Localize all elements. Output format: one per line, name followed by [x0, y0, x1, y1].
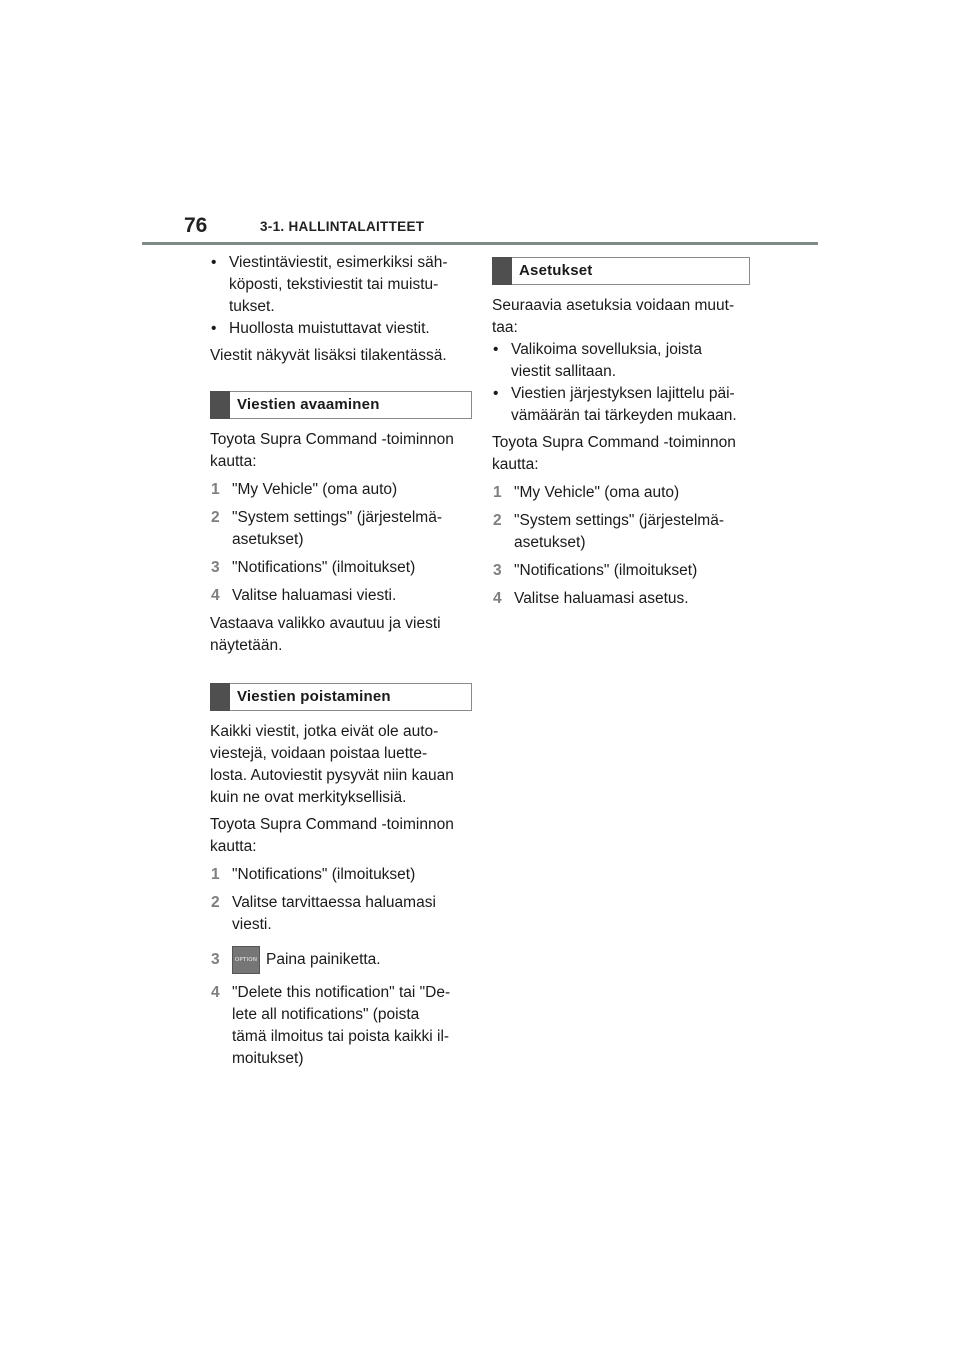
text-line: viestejä, voidaan poistaa luette-	[210, 745, 428, 762]
text-line: lete all notifications" (poista	[232, 1006, 420, 1024]
text-line: • Viestien järjestyksen lajittelu päi-	[511, 385, 735, 402]
heading-marker	[210, 391, 230, 419]
heading-marker	[492, 257, 512, 285]
text-line: "System settings" (järjestelmä-	[232, 509, 442, 526]
bullet-item	[210, 252, 472, 318]
text-line: Toyota Supra Command -toiminnon	[210, 816, 454, 833]
heading-title: Asetukset	[519, 262, 593, 279]
text-line: Toyota Supra Command -toiminnon	[210, 431, 454, 448]
text-line: näytetään.	[210, 637, 283, 654]
text-line: kautta:	[492, 456, 539, 473]
step-item	[492, 588, 750, 610]
step-number: 2	[211, 509, 220, 526]
section-header: 3-1. HALLINTALAITTEET	[260, 219, 425, 234]
step-item	[210, 864, 472, 886]
step-item	[492, 560, 750, 582]
text-line: vämäärän tai tärkeyden mukaan.	[511, 407, 737, 424]
text-line: Vastaava valikko avautuu ja viesti	[210, 615, 441, 632]
text-line: Valitse tarvittaessa haluamasi	[232, 894, 436, 911]
step-item	[492, 482, 750, 504]
text-line: "My Vehicle" (oma auto)	[232, 481, 398, 498]
intro-paragraph	[492, 432, 750, 476]
text-line: Valitse haluamasi asetus.	[514, 590, 689, 607]
text-line: losta. Autoviestit pysyvät niin kauan	[210, 767, 454, 784]
step-item	[210, 479, 472, 501]
step-number: 1	[211, 481, 220, 498]
text-line: moitukset)	[232, 1050, 304, 1068]
heading-title: Viestien poistaminen	[237, 688, 391, 705]
step-item	[210, 507, 472, 551]
step-item	[210, 557, 472, 579]
intro-paragraph	[210, 429, 472, 473]
text-line: • Valikoima sovelluksia, joista	[511, 341, 702, 358]
intro-paragraph	[210, 814, 472, 858]
text-line: Valitse haluamasi viesti.	[232, 587, 397, 604]
step-item	[492, 510, 750, 554]
text-line: taa:	[492, 319, 518, 336]
text-line: "System settings" (järjestelmä-	[514, 512, 724, 529]
step-number: 1	[493, 484, 502, 501]
text-line: Seuraavia asetuksia voidaan muut-	[492, 297, 735, 314]
page-number: 76	[184, 214, 208, 237]
bullet-item	[492, 339, 750, 383]
section-heading-opening	[210, 391, 472, 419]
step-item	[210, 982, 472, 1070]
text-line: köposti, tekstiviestit tai muistu-	[229, 276, 439, 293]
text-line: "Notifications" (ilmoitukset)	[232, 866, 416, 883]
status-field-note: Viestit näkyvät lisäksi tilakentässä.	[210, 347, 447, 364]
text-line: tämä ilmoitus tai poista kaikki il-	[232, 1028, 450, 1046]
bullet-item	[210, 318, 472, 340]
text-line: • Viestintäviestit, esimerkiksi säh-	[229, 254, 448, 271]
text-line: tukset.	[229, 298, 275, 315]
text-line: Kaikki viestit, jotka eivät ole auto-	[210, 723, 439, 740]
description-paragraph	[210, 721, 472, 809]
text-line: "Notifications" (ilmoitukset)	[232, 559, 416, 576]
text-line: kautta:	[210, 838, 257, 855]
heading-marker	[210, 683, 230, 711]
section-heading-settings	[492, 257, 750, 285]
step-number: 4	[493, 590, 502, 607]
text-line: asetukset)	[514, 534, 586, 551]
step-item	[210, 585, 472, 607]
text-line: Paina painiketta.	[266, 951, 381, 969]
step-number: 2	[493, 512, 502, 529]
step-number: 2	[211, 894, 220, 911]
text-line: viesti.	[232, 916, 272, 933]
result-paragraph	[210, 613, 472, 657]
step-number: 4	[211, 984, 220, 1002]
step-item	[210, 946, 472, 974]
text-line: "My Vehicle" (oma auto)	[514, 484, 680, 501]
text-line: "Notifications" (ilmoitukset)	[514, 562, 698, 579]
text-line: kautta:	[210, 453, 257, 470]
option-button-icon: OPTION	[232, 946, 260, 974]
step-number: 4	[211, 587, 220, 604]
text-line: kuin ne ovat merkityksellisiä.	[210, 789, 407, 806]
text-line: Toyota Supra Command -toiminnon	[492, 434, 736, 451]
text-line: "Delete this notification" tai "De-	[232, 984, 451, 1002]
header-divider	[142, 242, 818, 245]
heading-title: Viestien avaaminen	[237, 396, 380, 413]
section-heading-deleting	[210, 683, 472, 711]
left-column	[210, 252, 472, 1070]
step-number: 3	[211, 951, 220, 968]
step-item	[210, 892, 472, 936]
step-number: 3	[493, 562, 502, 579]
step-number: 1	[211, 866, 220, 883]
text-line: asetukset)	[232, 531, 304, 548]
bullet-item	[492, 383, 750, 427]
text-line: • Huollosta muistuttavat viestit.	[229, 320, 430, 337]
text-line: viestit sallitaan.	[511, 363, 617, 380]
right-column	[492, 252, 750, 610]
step-number: 3	[211, 559, 220, 576]
intro-paragraph	[492, 295, 750, 339]
